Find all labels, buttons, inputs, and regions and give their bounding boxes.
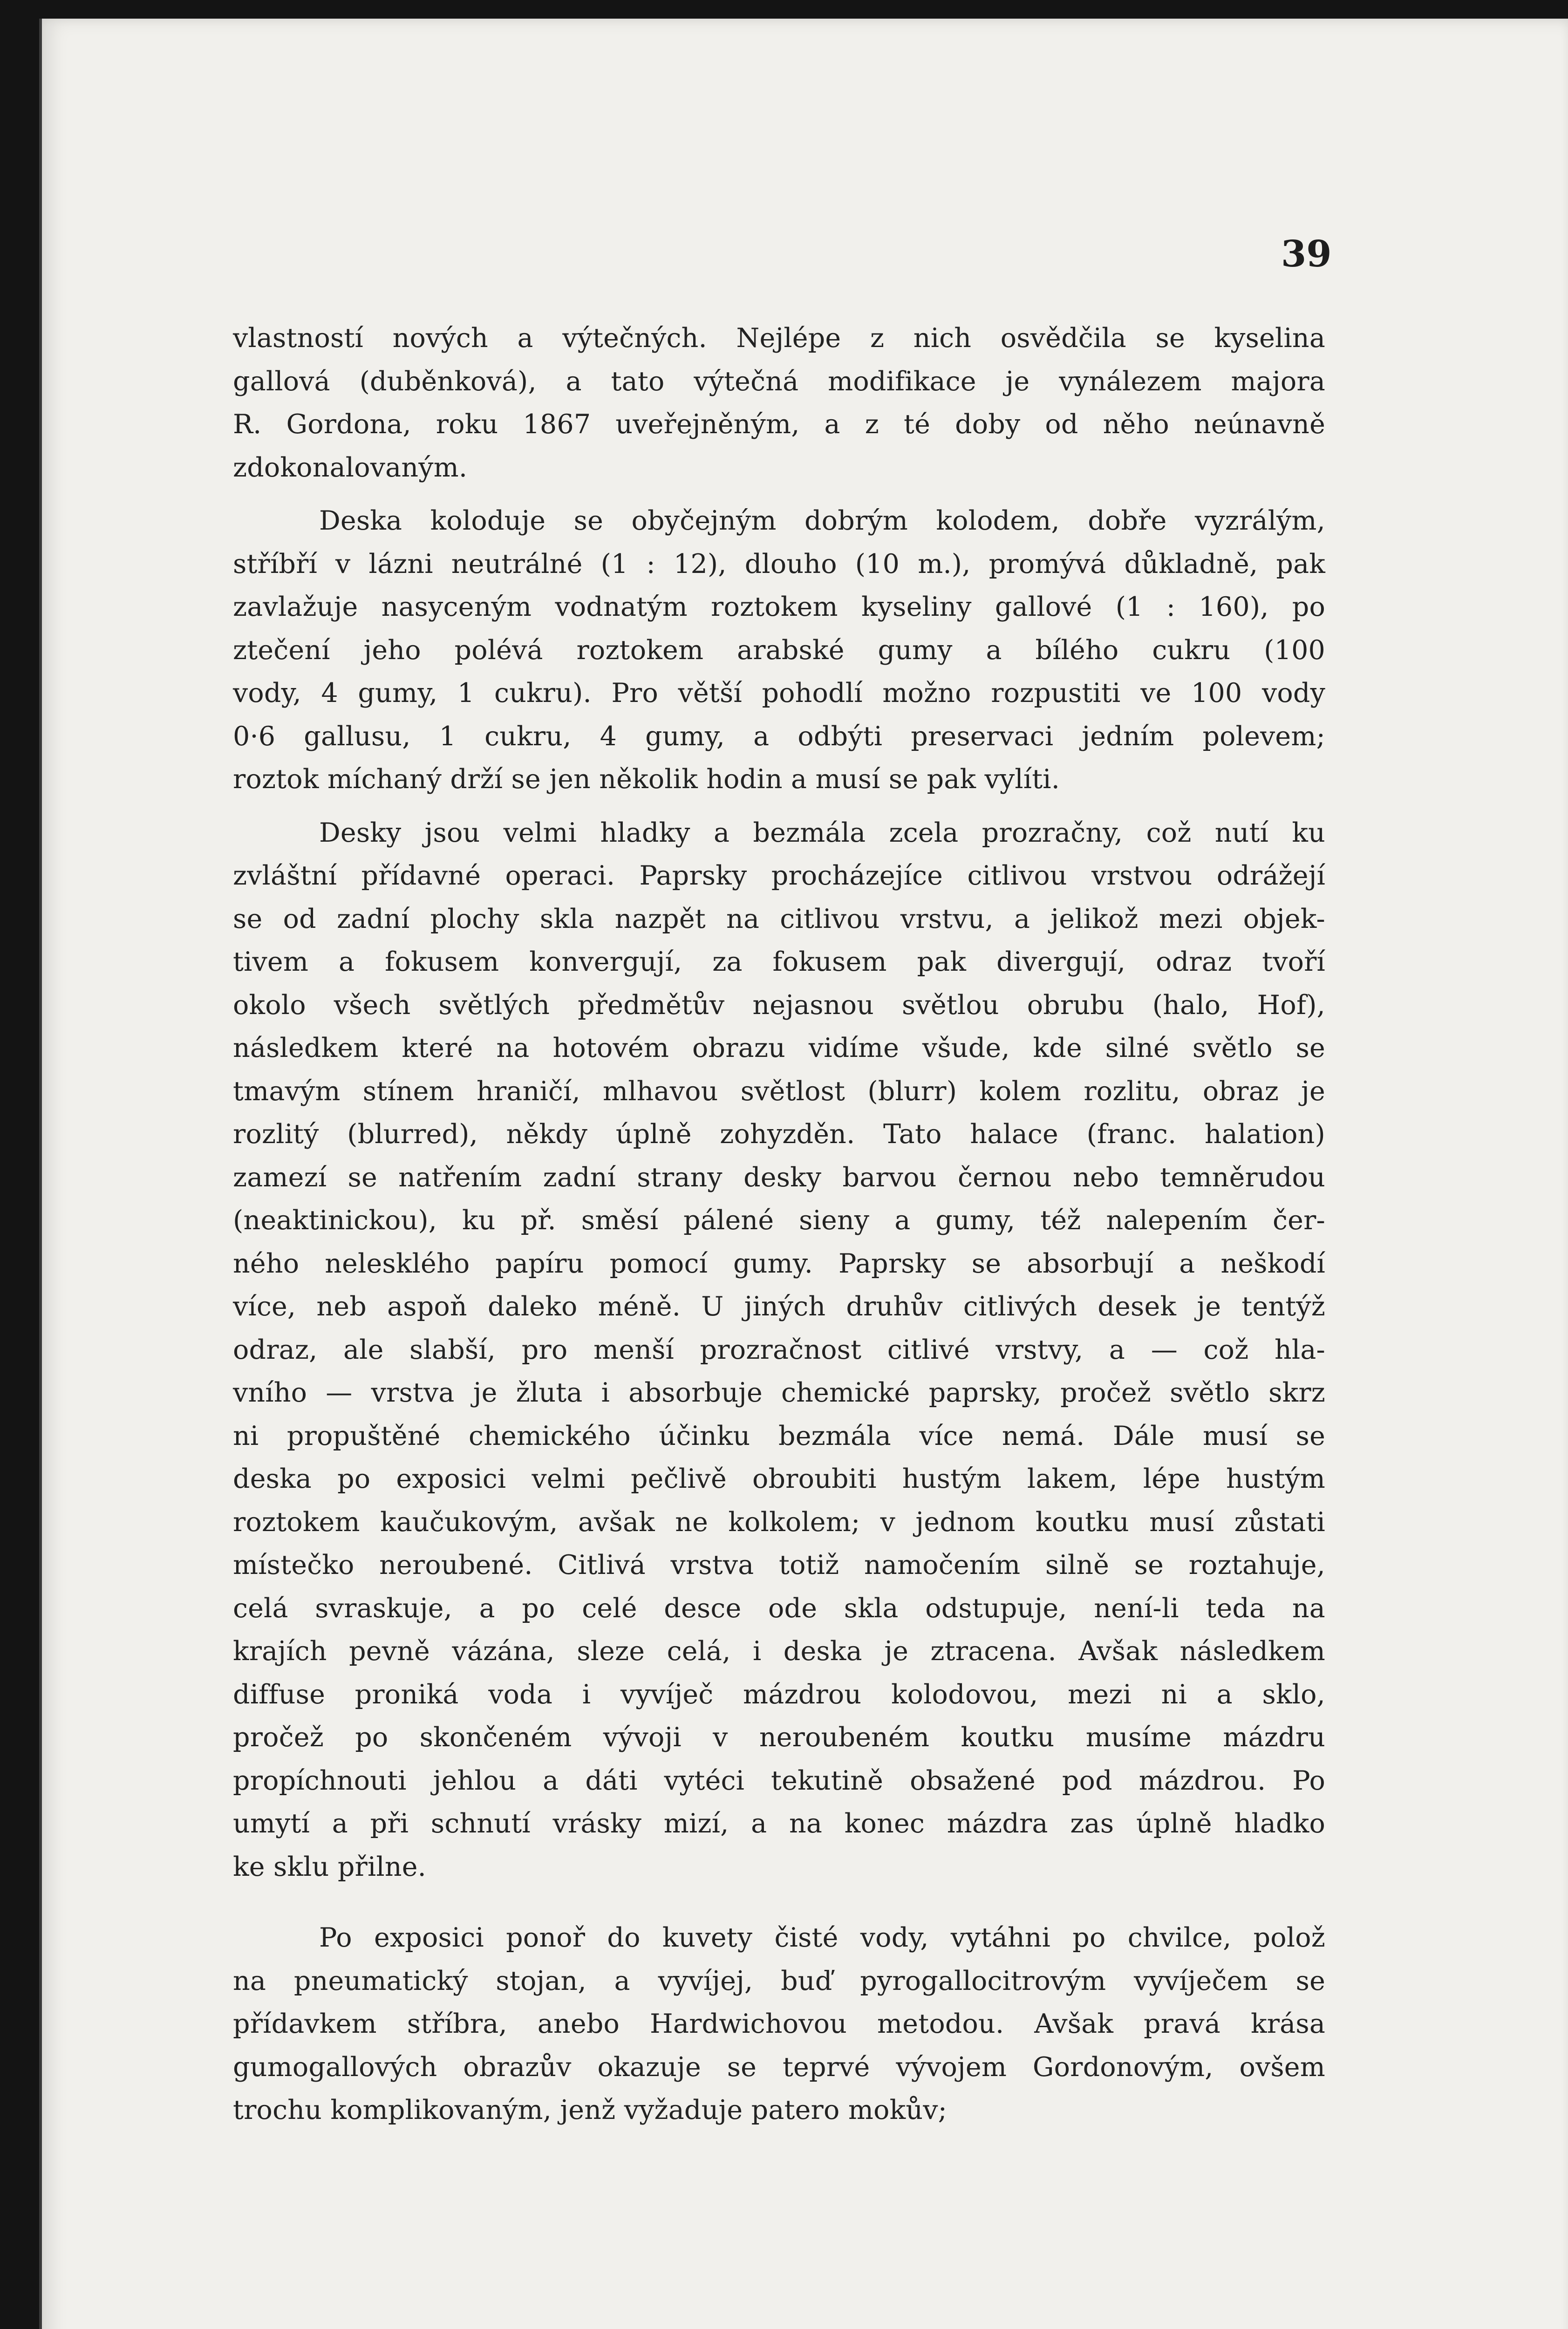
- text-line: umytí a při schnutí vrásky mizí, a na konec mázdra zas úplně hladko: [233, 1808, 1325, 1839]
- text-line: propíchnouti jehlou a dáti vytéci tekutině obsažené pod mázdrou. Po: [233, 1765, 1325, 1796]
- text-line: zdokonalovaným.: [233, 452, 468, 483]
- text-line: pročež po skončeném vývoji v neroubeném koutku musíme mázdru: [233, 1722, 1325, 1753]
- text-line: přídavkem stříbra, anebo Hardwichovou metodou. Avšak pravá krása: [233, 2009, 1325, 2039]
- paragraph-3: [233, 811, 1325, 1889]
- text-line: okolo všech světlých předmětův nejasnou světlou obrubu (halo, Hof),: [233, 989, 1325, 1021]
- text-line: místečko neroubené. Citlivá vrstva totiž namočením silně se roztahuje,: [233, 1550, 1325, 1580]
- text-line: R. Gordona, roku 1867 uveřejněným, a z té doby od něho neúnavně: [233, 409, 1325, 440]
- text-line: vlastností nových a výtečných. Nejlépe z nich osvědčila se kyselina: [233, 323, 1325, 354]
- text-line: Po exposici ponoř do kuvety čisté vody, vytáhni po chvilce, polož: [319, 1922, 1325, 1953]
- text-line: roztokem kaučukovým, avšak ne kolkolem; v jednom koutku musí zůstati: [233, 1506, 1325, 1538]
- text-line: zavlažuje nasyceným vodnatým roztokem kyseliny gallové (1 : 160), po: [233, 592, 1325, 622]
- text-line: vody, 4 gumy, 1 cukru). Pro větší pohodlí možno rozpustiti ve 100 vody: [233, 678, 1325, 708]
- text-line: zvláštní přídavné operaci. Paprsky procházejíce citlivou vrstvou odrážejí: [233, 860, 1325, 891]
- page-number: 39: [1281, 233, 1332, 275]
- text-line: ke sklu přilne.: [233, 1851, 426, 1882]
- text-line: se od zadní plochy skla nazpět na citlivou vrstvu, a jelikož mezi objek-: [233, 903, 1325, 934]
- text-line: diffuse proniká voda i vyvíječ mázdrou kolodovou, mezi ni a sklo,: [233, 1679, 1325, 1710]
- text-line: odraz, ale slabší, pro menší prozračnost citlivé vrstvy, a — což hla-: [233, 1334, 1325, 1365]
- text-line: ni propuštěné chemického účinku bezmála více nemá. Dále musí se: [233, 1420, 1325, 1451]
- text-line: deska po exposici velmi pečlivě obroubiti hustým lakem, lépe hustým: [233, 1464, 1325, 1494]
- text-line: rozlitý (blurred), někdy úplně zohyzděn. Tato halace (franc. halation): [233, 1119, 1325, 1150]
- text-line: trochu komplikovaným, jenž vyžaduje patero mokův;: [233, 2095, 948, 2125]
- text-line: následkem které na hotovém obrazu vidíme všude, kde silné světlo se: [233, 1033, 1325, 1063]
- text-line: 0·6 gallusu, 1 cukru, 4 gumy, a odbýti preservaci jedním polevem;: [233, 721, 1325, 752]
- text-line: krajích pevně vázána, sleze celá, i deska je ztracena. Avšak následkem: [233, 1636, 1325, 1667]
- text-line: zamezí se natřením zadní strany desky barvou černou nebo temněrudou: [233, 1162, 1325, 1193]
- text-line: (neaktinickou), ku př. směsí pálené sieny a gumy, též nalepením čer-: [233, 1205, 1325, 1236]
- paragraph-4: [233, 1916, 1325, 2132]
- text-line: ztečení jeho polévá roztokem arabské gumy a bílého cukru (100: [233, 634, 1325, 666]
- text-line: celá svraskuje, a po celé desce ode skla odstupuje, není-li teda na: [233, 1593, 1325, 1624]
- text-line: více, neb aspoň daleko méně. U jiných druhův citlivých desek je tentýž: [233, 1291, 1325, 1322]
- text-line: roztok míchaný drží se jen několik hodin a musí se pak vylíti.: [233, 764, 1060, 795]
- paragraph-1: [233, 317, 1325, 489]
- text-line: tmavým stínem hraničí, mlhavou světlost (blurr) kolem rozlitu, obraz je: [233, 1076, 1325, 1107]
- text-line: ného neleskléhо papíru pomocí gumy. Paprsky se absorbují a neškodí: [233, 1248, 1325, 1279]
- text-line: Deska koloduje se obyčejným dobrým kolodem, dobře vyzrálým,: [319, 505, 1325, 536]
- text-line: Desky jsou velmi hladky a bezmála zcela prozračny, což nutí ku: [319, 817, 1325, 848]
- text-line: gumogallových obrazův okazuje se teprvé vývojem Gordonovým, ovšem: [233, 2051, 1325, 2083]
- paragraph-2: [233, 499, 1325, 801]
- text-line: gallová (duběnková), a tato výtečná modifikace je vynálezem majora: [233, 366, 1325, 397]
- text-line: stříbří v lázni neutrálné (1 : 12), dlouho (10 m.), promývá důkladně, pak: [233, 548, 1325, 579]
- text-line: na pneumatický stojan, a vyvíjej, buď pyrogallocitrovým vyvíječem se: [233, 1965, 1325, 1996]
- text-line: tivem a fokusem konvergují, za fokusem pak divergují, odraz tvoří: [233, 947, 1325, 977]
- body-text: [233, 317, 1325, 2132]
- text-line: vního — vrstva je žluta i absorbuje chemické paprsky, pročež světlo skrz: [233, 1377, 1325, 1408]
